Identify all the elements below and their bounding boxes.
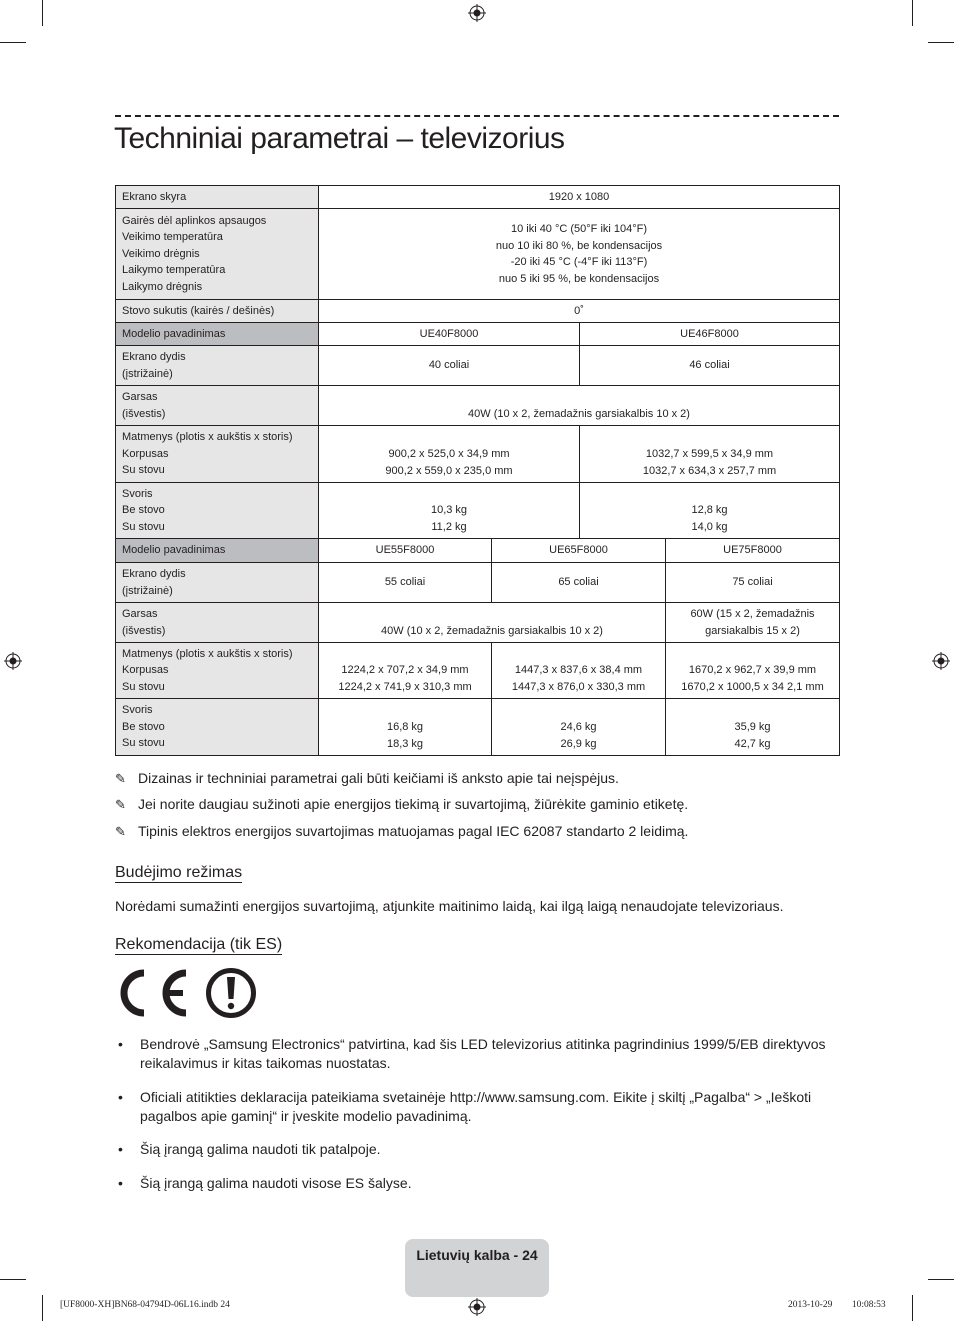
table-label-cell: Gairės dėl aplinkos apsaugos Veikimo temperatūra Veikimo drėgnis Laikymo temperatūra Laikymo drėgnis [116, 209, 319, 300]
page-title: Techniniai parametrai – televizorius [114, 122, 565, 155]
table-row [116, 483, 840, 539]
ce-mark-icon [115, 967, 260, 1019]
table-value-cell: 16,8 kg 18,3 kg [319, 699, 492, 756]
table-label-cell: Svoris Be stovo Su stovu [116, 483, 319, 539]
table-row [116, 603, 840, 643]
table-label-cell: Ekrano skyra [116, 186, 319, 209]
crop-mark [0, 1279, 26, 1280]
table-row [116, 539, 840, 563]
table-label-cell: Modelio pavadinimas [116, 323, 319, 346]
model-name-cell: UE40F8000 [319, 323, 580, 346]
table-label-cell: Matmenys (plotis x aukštis x storis) Korpusas Su stovu [116, 643, 319, 699]
crop-mark [912, 0, 913, 26]
alert-circle-icon [209, 971, 254, 1016]
table-row [116, 346, 840, 386]
table-value-cell: 40W (10 x 2, žemadažnis garsiakalbis 10 x 2) [319, 603, 666, 643]
table-value-cell: 10 iki 40 °C (50°F iki 104°F) nuo 10 iki 80 %, be kondensacijos -20 iki 45 °C (-4°F iki 113°F) nuo 5 iki 95 %, be kondensacijos [319, 209, 840, 300]
pencil-note-icon: ✎ [115, 797, 126, 812]
crop-mark [42, 0, 43, 26]
note: ✎ Tipinis elektros energijos suvartojimas matuojamas pagal IEC 62087 standarto 2 leidimą. [115, 823, 689, 839]
table-label-cell: Garsas (išvestis) [116, 386, 319, 426]
table-label-cell: Ekrano dydis (įstrižainė) [116, 563, 319, 603]
table-row [116, 426, 840, 483]
table-value-cell: 1670,2 x 962,7 x 39,9 mm 1670,2 x 1000,5 x 34 2,1 mm [666, 643, 840, 699]
pencil-note-icon: ✎ [115, 771, 126, 786]
crop-mark [0, 42, 26, 43]
table-value-cell: 55 coliai [319, 563, 492, 603]
table-row [116, 699, 840, 756]
table-value-cell: 1032,7 x 599,5 x 34,9 mm 1032,7 x 634,3 x 257,7 mm [580, 426, 840, 483]
crop-mark [912, 1295, 913, 1321]
table-value-cell: 1920 x 1080 [319, 186, 840, 209]
table-row [116, 563, 840, 603]
table-value-cell: 12,8 kg 14,0 kg [580, 483, 840, 539]
table-value-cell: 24,6 kg 26,9 kg [492, 699, 666, 756]
table-value-cell: 1447,3 x 837,6 x 38,4 mm 1447,3 x 876,0 x 330,3 mm [492, 643, 666, 699]
table-value-cell: 0˚ [319, 300, 840, 323]
crop-mark [42, 1295, 43, 1321]
table-label-cell: Stovo sukutis (kairės / dešinės) [116, 300, 319, 323]
table-value-cell: 75 coliai [666, 563, 840, 603]
standby-heading: Budėjimo režimas [115, 864, 243, 881]
table-row [116, 209, 840, 300]
table-row [116, 643, 840, 699]
registration-mark-icon [4, 652, 22, 670]
table-value-cell: 60W (15 x 2, žemadažnis garsiakalbis 15 x 2) [666, 603, 840, 643]
page-number-label: Lietuvių kalba - 24 [416, 1247, 538, 1263]
table-value-cell: 65 coliai [492, 563, 666, 603]
crop-mark [928, 42, 954, 43]
model-name-cell: UE55F8000 [319, 539, 492, 563]
model-name-cell: UE75F8000 [666, 539, 840, 563]
footer-file-info: [UF8000-XH]BN68-04794D-06L16.indb 24 [60, 1300, 230, 1310]
footer-timestamp: 2013-10-29 ￿￿ 10:08:53 [788, 1300, 886, 1310]
table-value-cell: 46 coliai [580, 346, 840, 386]
table-label-cell: Svoris Be stovo Su stovu [116, 699, 319, 756]
model-name-cell: UE46F8000 [580, 323, 840, 346]
registration-mark-icon [468, 1298, 486, 1316]
table-value-cell: 40 coliai [319, 346, 580, 386]
table-label-cell: Garsas (išvestis) [116, 603, 319, 643]
registration-mark-icon [932, 652, 950, 670]
model-name-cell: UE65F8000 [492, 539, 666, 563]
table-value-cell: 1224,2 x 707,2 x 34,9 mm 1224,2 x 741,9 x 310,3 mm [319, 643, 492, 699]
table-row [116, 186, 840, 209]
note: ✎ Jei norite daugiau sužinoti apie energijos tiekimą ir suvartojimą, žiūrėkite gaminio etiketę. [115, 796, 689, 812]
spec-table [115, 185, 840, 756]
table-label-cell: Matmenys (plotis x aukštis x storis) Korpusas Su stovu [116, 426, 319, 483]
table-value-cell: 900,2 x 525,0 x 34,9 mm 900,2 x 559,0 x 235,0 mm [319, 426, 580, 483]
table-row [116, 323, 840, 346]
standby-text: Norėdami sumažinti energijos suvartojimą, atjunkite maitinimo laidą, kai ilgą laigą nenaudojate televizoriaus. [115, 898, 784, 914]
table-value-cell: 40W (10 x 2, žemadažnis garsiakalbis 10 x 2) [319, 386, 840, 426]
recommendation-heading: Rekomendacija (tik ES) [115, 936, 283, 953]
table-label-cell: Ekrano dydis (įstrižainė) [116, 346, 319, 386]
table-label-cell: Modelio pavadinimas [116, 539, 319, 563]
registration-mark-icon [468, 4, 486, 22]
table-row [116, 386, 840, 426]
table-value-cell: 10,3 kg 11,2 kg [319, 483, 580, 539]
table-row [116, 300, 840, 323]
pencil-note-icon: ✎ [115, 824, 126, 839]
note: ✎ Dizainas ir techniniai parametrai gali būti keičiami iš anksto apie tai neįspėjus. [115, 770, 619, 786]
crop-mark [928, 1279, 954, 1280]
title-rule [115, 115, 839, 117]
table-value-cell: 35,9 kg 42,7 kg [666, 699, 840, 756]
